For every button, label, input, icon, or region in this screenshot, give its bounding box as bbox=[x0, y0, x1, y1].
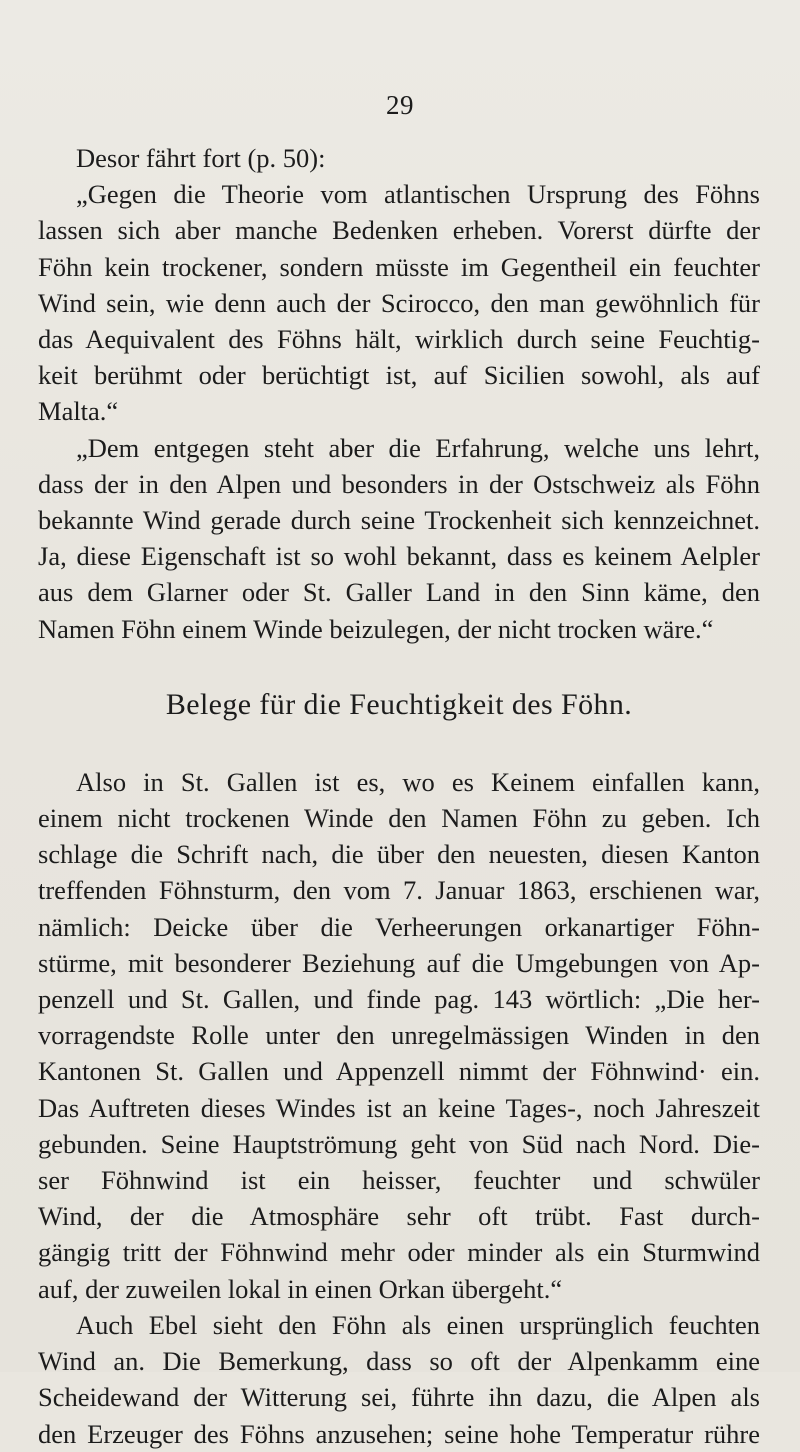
text-line: gängig tritt der Föhnwind mehr oder minder als ein Sturmwind bbox=[38, 1237, 760, 1268]
section-heading: Belege für die Feuchtigkeit des Föhn. bbox=[165, 687, 633, 721]
text-line: das Aequivalent des Föhns hält, wirklich durch seine Feuchtig- bbox=[38, 324, 760, 355]
text-line: gebunden. Seine Hauptströmung geht von Süd nach Nord. Die- bbox=[38, 1128, 760, 1159]
text-line: auf, der zuweilen lokal in einen Orkan übergeht.“ bbox=[38, 1273, 563, 1304]
text-line: „Dem entgegen steht aber die Erfahrung, welche uns lehrt, bbox=[76, 432, 760, 463]
text-line: Wind an. Die Bemerkung, dass so oft der Alpenkamm eine bbox=[38, 1346, 760, 1377]
text-line: Desor fährt fort (p. 50): bbox=[76, 143, 326, 173]
text-line: Wind sein, wie denn auch der Scirocco, den man gewöhnlich für bbox=[38, 287, 760, 318]
text-line: Malta.“ bbox=[38, 396, 119, 427]
text-line: vorragendste Rolle unter den unregelmässigen Winden in den bbox=[38, 1020, 760, 1051]
text-line: „Gegen die Theorie vom atlantischen Ursprung des Föhns bbox=[76, 179, 760, 210]
text-line: aus dem Glarner oder St. Galler Land in den Sinn käme, den bbox=[38, 577, 760, 608]
text-line: stürme, mit besonderer Beziehung auf die Umgebungen von Ap- bbox=[38, 947, 760, 978]
text-line: schlage die Schrift nach, die über den neuesten, diesen Kanton bbox=[38, 839, 760, 870]
page-number: 29 bbox=[386, 90, 414, 120]
text-line: Namen Föhn einem Winde beizulegen, der nicht trocken wäre.“ bbox=[38, 613, 714, 644]
text-line: Also in St. Gallen ist es, wo es Keinem einfallen kann, bbox=[76, 766, 760, 797]
text-line: penzell und St. Gallen, und finde pag. 143 wörtlich: „Die her- bbox=[38, 984, 760, 1015]
text-line: Auch Ebel sieht den Föhn als einen ursprünglich feuchten bbox=[76, 1309, 760, 1340]
body-text bbox=[38, 140, 760, 1452]
text-line: den Erzeuger des Föhns anzusehen; seine hohe Temperatur rühre bbox=[38, 1418, 760, 1449]
text-line: treffenden Föhnsturm, den vom 7. Januar 1863, erschienen war, bbox=[38, 875, 760, 906]
text-line: Föhn kein trockener, sondern müsste im Gegentheil ein feuchter bbox=[38, 251, 760, 282]
text-line: bekannte Wind gerade durch seine Trockenheit sich kennzeichnet. bbox=[38, 505, 760, 536]
text-line: keit berühmt oder berüchtigt ist, auf Sicilien sowohl, als auf bbox=[38, 360, 760, 391]
text-line: Ja, diese Eigenschaft ist so wohl bekannt, dass es keinem Aelpler bbox=[38, 541, 760, 572]
text-line: Wind, der die Atmosphäre sehr oft trübt. Fast durch- bbox=[38, 1201, 760, 1232]
text-line: dass der in den Alpen und besonders in der Ostschweiz als Föhn bbox=[38, 468, 760, 499]
text-line: Kantonen St. Gallen und Appenzell nimmt der Föhnwind· ein. bbox=[38, 1056, 760, 1087]
text-line: nämlich: Deicke über die Verheerungen orkanartiger Föhn- bbox=[38, 911, 760, 942]
text-line: einem nicht trockenen Winde den Namen Föhn zu geben. Ich bbox=[38, 803, 760, 834]
text-line: lassen sich aber manche Bedenken erheben. Vorerst dürfte der bbox=[38, 215, 760, 246]
text-line: Das Auftreten dieses Windes ist an keine Tages-, noch Jahreszeit bbox=[38, 1092, 760, 1123]
text-line: ser Föhnwind ist ein heisser, feuchter und schwüler bbox=[38, 1165, 760, 1196]
text-line: Scheidewand der Witterung sei, führte ihn dazu, die Alpen als bbox=[38, 1382, 760, 1413]
